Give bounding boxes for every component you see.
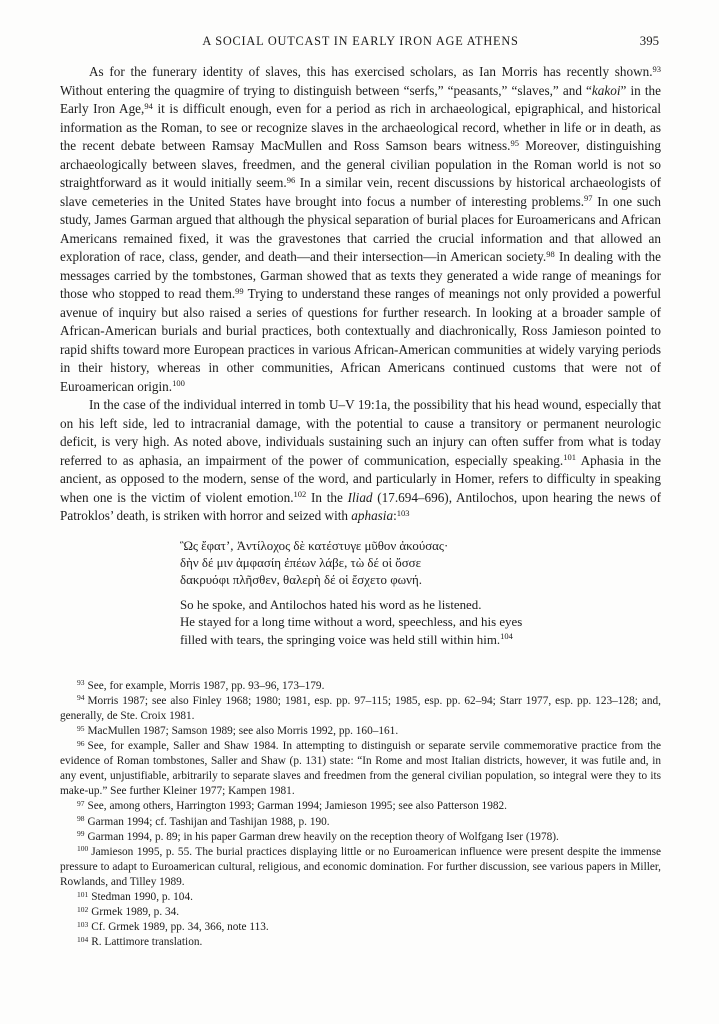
block-quotation xyxy=(180,538,661,649)
page-number: 395 xyxy=(639,34,659,48)
translation-line: He stayed for a long time without a word, speechless, and his eyes xyxy=(180,615,523,630)
translation-line: filled with tears, the springing voice was held still within him.$^{104}$ xyxy=(180,631,513,647)
greek-line: Ὣς ἔφατ’, Ἀντίλοχος δὲ κατέστυγε μῦθον ἀκούσας· xyxy=(180,538,449,553)
main-text xyxy=(60,63,661,649)
footnotes-section xyxy=(60,679,661,951)
footnote-text: Grmek 1989, p. 34. xyxy=(91,906,180,919)
footnote-95 xyxy=(60,724,661,739)
footnote-number: 97 xyxy=(77,798,85,808)
greek-quotation xyxy=(180,538,661,590)
footnote-101 xyxy=(60,890,661,905)
footnote-number: 102 xyxy=(77,904,89,914)
footnote-96 xyxy=(60,739,661,799)
footnote-number: 93 xyxy=(77,678,85,688)
footnote-number: 100 xyxy=(77,844,89,854)
footnote-102 xyxy=(60,905,661,920)
footnote-97 xyxy=(60,799,661,814)
footnote-99 xyxy=(60,830,661,845)
footnote-number: 99 xyxy=(77,829,85,839)
running-head xyxy=(60,34,661,49)
footnote-text: Cf. Grmek 1989, pp. 34, 366, note 113. xyxy=(91,921,269,934)
article-title: A SOCIAL OUTCAST IN EARLY IRON AGE ATHENS xyxy=(202,34,519,48)
footnote-text: Stedman 1990, p. 104. xyxy=(91,891,193,904)
footnote-number: 94 xyxy=(77,693,85,703)
footnote-text: See, for example, Morris 1987, pp. 93–96, 173–179. xyxy=(87,679,325,692)
footnote-text: See, among others, Harrington 1993; Garman 1994; Jamieson 1995; see also Patterson 1982. xyxy=(87,800,507,813)
footnote-94 xyxy=(60,694,661,724)
footnote-number: 104 xyxy=(77,934,89,944)
footnote-text: See, for example, Saller and Shaw 1984. In attempting to distinguish or separate servile commemorative practice from the evidence of Roman tombstones, Saller and Shaw (p. 131) state: “In Rome and most Italian districts, however, it was futile and, in any event, unjustifiable, arbitrarily to separate slaves and freedmen from the general civilian population, so integral were they to its make-up.” See further Kleiner 1977; Kampen 1981. xyxy=(60,740,661,798)
greek-line: δακρυόφι πλῆσθεν, θαλερὴ δέ οἱ ἔσχετο φωνή. xyxy=(180,572,422,587)
paragraph-2: In the case of the individual interred in tomb U–V 19:1a, the possibility that his head wound, especially that on his left side, led to intracranial damage, with the potential to cause a transitory or permanent neurologic deficit, is very high. As noted above, individuals sustaining such an injury can often suffer from what is today referred to as aphasia, an impairment of the power of communication, especially speaking.$^{101}$ Aphasia in the ancient, as opposed to the modern, sense of the word, and particularly in Homer, refers to difficulty in speaking when one is the victim of violent emotion.$^{102}$ In the Iliad (17.694–696), Antilochos, upon hearing the news of Patroklos’ death, is striken with horror and seized with aphasia:$^{103}$ xyxy=(60,397,662,523)
footnote-text: Morris 1987; see also Finley 1968; 1980; 1981, esp. pp. 97–115; 1985, esp. pp. 62–94; Starr 1977, esp. pp. 123–128; and, generally, de Ste. Croix 1981. xyxy=(60,694,661,722)
footnote-number: 101 xyxy=(77,889,89,899)
footnote-text: Jamieson 1995, p. 55. The burial practices displaying little or no Euroamerican influence were present despite the immense pressure to adapt to Euroamerican cultural, religious, and economic domination. For further discussion, see various papers in Miller, Rowlands, and Tilley 1989. xyxy=(60,845,661,888)
footnote-number: 103 xyxy=(77,919,89,929)
footnote-text: Garman 1994, p. 89; in his paper Garman drew heavily on the reception theory of Wolfgang Iser (1978). xyxy=(87,830,559,843)
footnote-number: 95 xyxy=(77,723,85,733)
footnote-103 xyxy=(60,920,661,935)
footnote-number: 96 xyxy=(77,738,85,748)
quotation-translation xyxy=(180,597,661,649)
footnote-text: MacMullen 1987; Samson 1989; see also Morris 1992, pp. 160–161. xyxy=(87,725,399,737)
footnote-text: R. Lattimore translation. xyxy=(91,936,203,949)
greek-line: δὴν δέ μιν ἀμφασίη ἐπέων λάβε, τὼ δέ οἱ ὄσσε xyxy=(180,555,422,570)
footnote-93 xyxy=(60,679,661,694)
footnote-104 xyxy=(60,935,661,950)
translation-line: So he spoke, and Antilochos hated his word as he listened. xyxy=(180,598,482,613)
paragraph-1: As for the funerary identity of slaves, this has exercised scholars, as Ian Morris has recently shown.$^{93}$ Without entering the quagmire of trying to distinguish between “serfs,” “peasants,” “slaves,” and “kakoi” in the Early Iron Age,$^{94}$ it is difficult enough, even for a period as rich in archaeological, epigraphical, and historical information as the Roman, to see or recognize slaves in the archaeological record, whether in life or in death, as the recent debate between Ramsay MacMullen and Ross Samson bears witness.$^{95}$ Moreover, distinguishing archaeologically between slaves, freedmen, and the general civilian population in the Roman world is not so straightforward as it would initially seem.$^{96}$ In a similar vein, recent discussions by historical archaeologists of slave cemeteries in the United States have brought into focus a number of interesting problems.$^{97}$ In one such study, James Garman argued that although the physical separation of burial places for Euroamericans and African Americans remained fixed, it was the gravestones that carried the crucial information and that allowed an exploration of race, class, gender, and death—and their intersection—in American society.$^{98}$ In dealing with the messages carried by the tombstones, Garman showed that as texts they generated a wide range of meanings for those who stopped to read them.$^{99}$ Trying to understand these ranges of meanings not only provided a powerful avenue of inquiry but also raised a series of questions for further research. In looking at a broader sample of African-American burials and burial practices, both contextually and diachronically, Ross Jamieson pointed to rapid shifts toward more European practices in various African-American communities at widely varying periods in their history, whereas in other communities, African Americans continued customs that were not of Euroamerican origin.$^{100}$ xyxy=(60,63,662,394)
footnote-98 xyxy=(60,815,661,830)
footnote-text: Garman 1994; cf. Tashijan and Tashijan 1988, p. 190. xyxy=(87,815,330,828)
footnote-number: 98 xyxy=(77,814,85,824)
footnote-100 xyxy=(60,845,661,890)
